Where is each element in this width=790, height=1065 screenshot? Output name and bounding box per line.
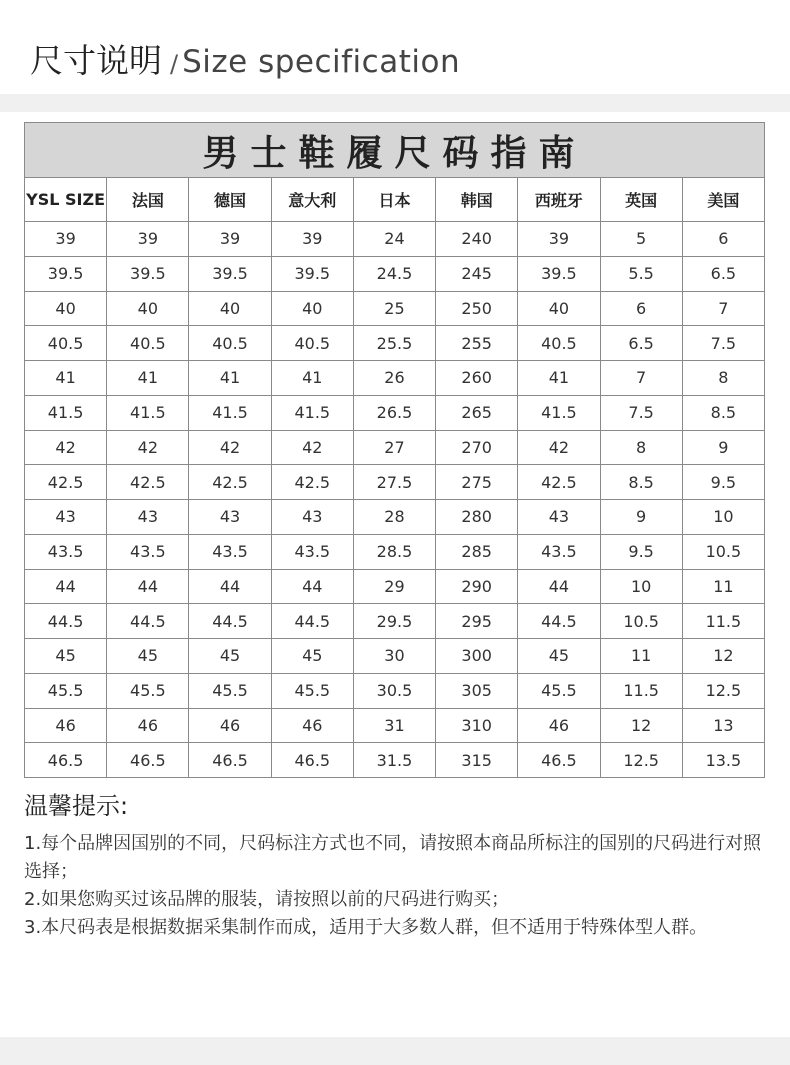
table-cell: 45 xyxy=(107,639,189,674)
table-cell: 43.5 xyxy=(25,534,107,569)
table-cell: 44 xyxy=(189,569,271,604)
table-cell: 275 xyxy=(436,465,518,500)
table-cell: 42 xyxy=(518,430,600,465)
table-cell: 6.5 xyxy=(682,256,764,291)
table-cell: 43 xyxy=(271,500,353,535)
table-cell: 41 xyxy=(189,361,271,396)
table-cell: 7.5 xyxy=(682,326,764,361)
table-cell: 44 xyxy=(25,569,107,604)
table-cell: 43.5 xyxy=(518,534,600,569)
table-cell: 7 xyxy=(682,291,764,326)
table-cell: 41 xyxy=(271,361,353,396)
table-cell: 45 xyxy=(518,639,600,674)
table-cell: 45 xyxy=(189,639,271,674)
table-cell: 26 xyxy=(353,361,435,396)
table-cell: 43 xyxy=(107,500,189,535)
table-cell: 28.5 xyxy=(353,534,435,569)
table-cell: 12 xyxy=(600,708,682,743)
table-cell: 43 xyxy=(518,500,600,535)
table-row xyxy=(25,326,765,361)
table-cell: 10 xyxy=(682,500,764,535)
table-cell: 250 xyxy=(436,291,518,326)
header-title-line xyxy=(30,41,461,80)
table-cell: 40.5 xyxy=(518,326,600,361)
table-cell: 40.5 xyxy=(107,326,189,361)
table-cell: 46 xyxy=(25,708,107,743)
size-chart-body xyxy=(25,222,765,778)
table-cell: 29.5 xyxy=(353,604,435,639)
tips-list xyxy=(24,830,772,942)
table-cell: 30 xyxy=(353,639,435,674)
table-cell: 290 xyxy=(436,569,518,604)
header-subtitle: Size specification xyxy=(182,44,461,80)
table-cell: 41 xyxy=(107,361,189,396)
table-cell: 40.5 xyxy=(189,326,271,361)
table-cell: 46 xyxy=(107,708,189,743)
table-cell: 39.5 xyxy=(189,256,271,291)
column-header: 意大利 xyxy=(271,178,353,222)
table-cell: 24 xyxy=(353,222,435,257)
page-header xyxy=(0,0,790,94)
table-cell: 40 xyxy=(271,291,353,326)
table-cell: 43.5 xyxy=(271,534,353,569)
table-cell: 12.5 xyxy=(600,743,682,778)
table-cell: 8.5 xyxy=(682,395,764,430)
table-cell: 39 xyxy=(25,222,107,257)
table-cell: 46 xyxy=(518,708,600,743)
table-cell: 6.5 xyxy=(600,326,682,361)
table-cell: 42 xyxy=(25,430,107,465)
tip-item-3: 3.本尺码表是根据数据采集制作而成，适用于大多数人群，但不适用于特殊体型人群。 xyxy=(24,917,708,938)
table-cell: 41 xyxy=(25,361,107,396)
table-cell: 46 xyxy=(271,708,353,743)
table-cell: 40.5 xyxy=(25,326,107,361)
table-cell: 39.5 xyxy=(271,256,353,291)
table-cell: 42.5 xyxy=(189,465,271,500)
table-cell: 8 xyxy=(682,361,764,396)
header-separator: / xyxy=(170,50,179,78)
table-cell: 42 xyxy=(107,430,189,465)
table-cell: 7.5 xyxy=(600,395,682,430)
table-cell: 265 xyxy=(436,395,518,430)
table-cell: 45 xyxy=(271,639,353,674)
column-header: 美国 xyxy=(682,178,764,222)
table-cell: 305 xyxy=(436,673,518,708)
size-chart-table xyxy=(24,122,765,778)
table-cell: 28 xyxy=(353,500,435,535)
table-cell: 9 xyxy=(600,500,682,535)
table-cell: 39 xyxy=(518,222,600,257)
table-cell: 43 xyxy=(25,500,107,535)
table-cell: 43 xyxy=(189,500,271,535)
table-cell: 30.5 xyxy=(353,673,435,708)
table-cell: 41.5 xyxy=(107,395,189,430)
table-cell: 9 xyxy=(682,430,764,465)
table-cell: 46 xyxy=(189,708,271,743)
table-cell: 44.5 xyxy=(25,604,107,639)
table-cell: 5 xyxy=(600,222,682,257)
table-cell: 39 xyxy=(107,222,189,257)
table-cell: 46.5 xyxy=(271,743,353,778)
table-cell: 9.5 xyxy=(600,534,682,569)
table-cell: 8 xyxy=(600,430,682,465)
table-cell: 39 xyxy=(271,222,353,257)
table-cell: 12 xyxy=(682,639,764,674)
table-cell: 44 xyxy=(518,569,600,604)
table-cell: 25 xyxy=(353,291,435,326)
table-cell: 25.5 xyxy=(353,326,435,361)
table-cell: 31 xyxy=(353,708,435,743)
table-row xyxy=(25,604,765,639)
top-divider-band xyxy=(0,94,790,112)
table-cell: 42 xyxy=(271,430,353,465)
table-cell: 41.5 xyxy=(271,395,353,430)
table-row xyxy=(25,743,765,778)
table-cell: 44.5 xyxy=(107,604,189,639)
table-cell: 10.5 xyxy=(600,604,682,639)
table-row xyxy=(25,673,765,708)
table-cell: 46.5 xyxy=(518,743,600,778)
table-cell: 11 xyxy=(600,639,682,674)
table-cell: 24.5 xyxy=(353,256,435,291)
table-cell: 46.5 xyxy=(189,743,271,778)
table-cell: 41.5 xyxy=(25,395,107,430)
table-cell: 310 xyxy=(436,708,518,743)
table-cell: 11.5 xyxy=(682,604,764,639)
table-cell: 39.5 xyxy=(518,256,600,291)
table-cell: 7 xyxy=(600,361,682,396)
table-row xyxy=(25,222,765,257)
bottom-divider-band xyxy=(0,1037,790,1065)
table-cell: 42 xyxy=(189,430,271,465)
table-cell: 44 xyxy=(107,569,189,604)
table-row xyxy=(25,256,765,291)
table-cell: 260 xyxy=(436,361,518,396)
table-cell: 39.5 xyxy=(107,256,189,291)
table-cell: 44.5 xyxy=(189,604,271,639)
table-cell: 45.5 xyxy=(271,673,353,708)
table-cell: 44.5 xyxy=(271,604,353,639)
table-cell: 31.5 xyxy=(353,743,435,778)
tip-item-1: 1.每个品牌因国别的不同，尺码标注方式也不同，请按照本商品所标注的国别的尺码进行对照选择； xyxy=(24,833,762,882)
table-cell: 44 xyxy=(271,569,353,604)
table-cell: 45.5 xyxy=(25,673,107,708)
table-row xyxy=(25,708,765,743)
table-cell: 40 xyxy=(518,291,600,326)
table-cell: 27 xyxy=(353,430,435,465)
table-row xyxy=(25,534,765,569)
table-cell: 42.5 xyxy=(271,465,353,500)
table-cell: 315 xyxy=(436,743,518,778)
table-cell: 6 xyxy=(682,222,764,257)
table-cell: 45 xyxy=(25,639,107,674)
table-cell: 9.5 xyxy=(682,465,764,500)
table-cell: 46.5 xyxy=(107,743,189,778)
table-cell: 40 xyxy=(189,291,271,326)
table-cell: 41.5 xyxy=(518,395,600,430)
table-cell: 10.5 xyxy=(682,534,764,569)
tip-item-2: 2.如果您购买过该品牌的服装，请按照以前的尺码进行购买； xyxy=(24,889,510,910)
table-cell: 245 xyxy=(436,256,518,291)
table-cell: 43.5 xyxy=(107,534,189,569)
table-cell: 280 xyxy=(436,500,518,535)
table-cell: 39 xyxy=(189,222,271,257)
table-cell: 11 xyxy=(682,569,764,604)
table-row xyxy=(25,291,765,326)
column-header: 日本 xyxy=(353,178,435,222)
column-header: 英国 xyxy=(600,178,682,222)
table-cell: 39.5 xyxy=(25,256,107,291)
table-cell: 42.5 xyxy=(107,465,189,500)
table-row xyxy=(25,500,765,535)
table-cell: 40.5 xyxy=(271,326,353,361)
table-cell: 255 xyxy=(436,326,518,361)
table-cell: 40 xyxy=(107,291,189,326)
table-cell: 29 xyxy=(353,569,435,604)
table-cell: 42.5 xyxy=(25,465,107,500)
column-header: 法国 xyxy=(107,178,189,222)
table-row xyxy=(25,569,765,604)
table-cell: 45.5 xyxy=(107,673,189,708)
table-cell: 13.5 xyxy=(682,743,764,778)
header-title: 尺寸说明 xyxy=(30,41,162,80)
table-cell: 11.5 xyxy=(600,673,682,708)
size-chart-header-row xyxy=(25,178,765,222)
table-cell: 295 xyxy=(436,604,518,639)
column-header: 西班牙 xyxy=(518,178,600,222)
table-cell: 6 xyxy=(600,291,682,326)
table-cell: 40 xyxy=(25,291,107,326)
table-cell: 285 xyxy=(436,534,518,569)
table-cell: 43.5 xyxy=(189,534,271,569)
table-row xyxy=(25,430,765,465)
table-cell: 13 xyxy=(682,708,764,743)
table-cell: 41 xyxy=(518,361,600,396)
table-row xyxy=(25,465,765,500)
table-row xyxy=(25,361,765,396)
table-cell: 26.5 xyxy=(353,395,435,430)
table-cell: 45.5 xyxy=(518,673,600,708)
column-header: 德国 xyxy=(189,178,271,222)
table-cell: 42.5 xyxy=(518,465,600,500)
column-header: YSL SIZE xyxy=(25,178,107,222)
table-cell: 44.5 xyxy=(518,604,600,639)
table-cell: 27.5 xyxy=(353,465,435,500)
table-cell: 41.5 xyxy=(189,395,271,430)
size-chart-title-row xyxy=(25,123,765,178)
table-row xyxy=(25,639,765,674)
column-header: 韩国 xyxy=(436,178,518,222)
size-chart-title: 男士鞋履尺码指南 xyxy=(25,123,765,178)
table-cell: 300 xyxy=(436,639,518,674)
table-cell: 270 xyxy=(436,430,518,465)
table-row xyxy=(25,395,765,430)
table-cell: 46.5 xyxy=(25,743,107,778)
table-cell: 5.5 xyxy=(600,256,682,291)
table-cell: 8.5 xyxy=(600,465,682,500)
table-cell: 240 xyxy=(436,222,518,257)
table-cell: 45.5 xyxy=(189,673,271,708)
table-cell: 12.5 xyxy=(682,673,764,708)
table-cell: 10 xyxy=(600,569,682,604)
tips-title: 温馨提示: xyxy=(24,792,129,820)
